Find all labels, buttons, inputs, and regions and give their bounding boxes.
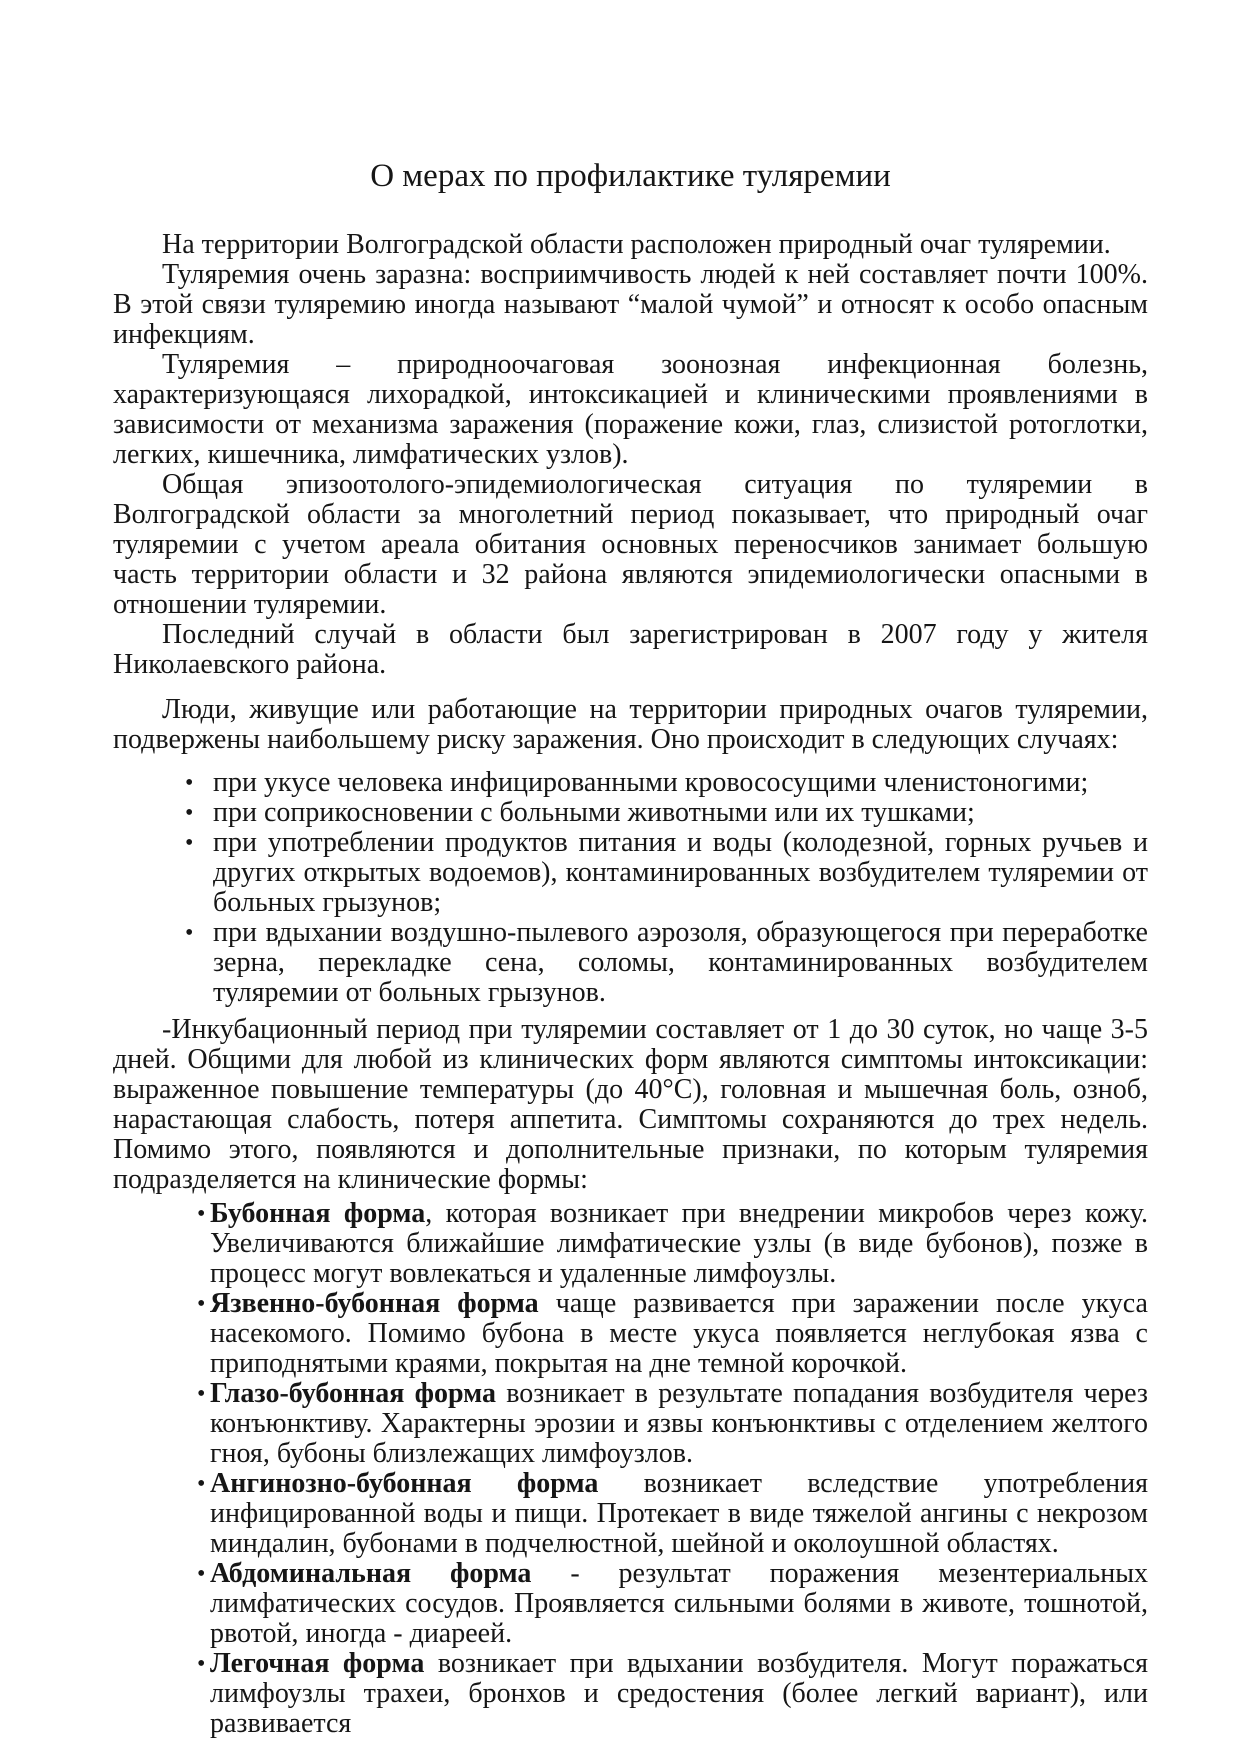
paragraph-definition: Туляремия – природноочаговая зоонозная инфекционная болезнь, характеризующаяся лихорадкой, интоксикацией и клиническими проявлениями в зависимости от механизма заражения (поражение кожи, глаз, слизистой ротоглотки, легких, кишечника, лимфатических узлов). [113, 349, 1148, 470]
paragraph-incubation: -Инкубационный период при туляремии составляет от 1 до 30 суток, но чаще 3-5 дней. Общими для любой из клинических форм являются симптомы интоксикации: выраженное повышение температуры (до 40°С), головная и мышечная боль, озноб, нарастающая слабость, потеря аппетита. Симптомы сохраняются до трех недель. Помимо этого, появляются и дополнительные признаки, по которым туляремия подразделяется на клинические формы: [113, 1014, 1148, 1195]
form-term: Легочная форма [210, 1648, 425, 1679]
list-item [113, 1469, 1148, 1559]
clinical-forms-list [113, 1199, 1148, 1739]
bullet-icon: • [197, 1561, 206, 1587]
form-term: Глазо-бубонная форма [210, 1378, 497, 1409]
form-description: чаще развивается при заражении после укуса насекомого. Помимо бубона в месте укуса появляется неглубокая язва с приподнятыми краями, покрытая на дне темной корочкой. [210, 1288, 1148, 1379]
form-term: Язвенно-бубонная форма [210, 1288, 539, 1319]
list-item-text: при вдыхании воздушно-пылевого аэрозоля, образующегося при переработке зерна, перекладке сена, соломы, контаминированных возбудителем туляремии от больных грызунов. [213, 917, 1148, 1008]
list-item [113, 1649, 1148, 1739]
form-term: Бубонная форма [210, 1198, 426, 1229]
paragraph-contagious: Туляремия очень заразна: восприимчивость людей к ней составляет почти 100%. В этой связи туляремию иногда называют “малой чумой” и относят к особо опасным инфекциям. [113, 259, 1148, 350]
bullet-icon: • [185, 800, 194, 826]
list-item [113, 798, 1148, 828]
list-item [113, 1199, 1148, 1289]
paragraph-last-case: Последний случай в области был зарегистрирован в 2007 году у жителя Николаевского района. [113, 619, 1148, 680]
bullet-icon: • [185, 830, 194, 856]
form-term: Абдоминальная форма [210, 1558, 532, 1589]
list-item [113, 1379, 1148, 1469]
bullet-icon: • [197, 1651, 206, 1677]
bullet-icon: • [197, 1381, 206, 1407]
list-item-text: при укусе человека инфицированными кровососущими членистоногими; [213, 767, 1089, 798]
list-item-text: при соприкосновении с больными животными или их тушками; [213, 797, 975, 828]
form-term: Ангинозно-бубонная форма [210, 1468, 599, 1499]
paragraph-territory: На территории Волгоградской области расположен природный очаг туляремии. [162, 229, 1111, 260]
form-description: возникает вследствие употребления инфицированной воды и пищи. Протекает в виде тяжелой ангины с некрозом миндалин, бубонами в подчелюстной, шейной и околоушной областях. [210, 1468, 1148, 1559]
form-description: - результат поражения мезентериальных лимфатических сосудов. Проявляется сильными болями в животе, тошнотой, рвотой, иногда - диареей. [210, 1558, 1149, 1649]
list-item [113, 768, 1148, 798]
bullet-icon: • [197, 1201, 206, 1227]
paragraph-risk-intro: Люди, живущие или работающие на территории природных очагов туляремии, подвержены наибольшему риску заражения. Оно происходит в следующих случаях: [113, 694, 1148, 755]
list-item-text: при употреблении продуктов питания и воды (колодезной, горных ручьев и других открытых водоемов), контаминированных возбудителем туляремии от больных грызунов; [213, 827, 1148, 918]
bullet-icon: • [185, 770, 194, 796]
bullet-icon: • [185, 920, 194, 946]
list-item [113, 1559, 1148, 1649]
paragraph-epizootic-situation: Общая эпизоотолого-эпидемиологическая ситуация по туляремии в Волгоградской области за многолетний период показывает, что природный очаг туляремии с учетом ареала обитания основных переносчиков занимает большую часть территории области и 32 района являются эпидемиологически опасными в отношении туляремии. [113, 469, 1148, 620]
list-item [113, 828, 1148, 918]
list-item [113, 918, 1148, 1008]
form-description: , которая возникает при внедрении микробов через кожу. Увеличиваются ближайшие лимфатические узлы (в виде бубонов), позже в процесс могут вовлекаться и удаленные лимфоузлы. [210, 1198, 1148, 1289]
form-description: возникает в результате попадания возбудителя через конъюнктиву. Характерны эрозии и язвы конъюнктивы с отделением желтого гноя, бубоны близлежащих лимфоузлов. [210, 1378, 1148, 1469]
risk-cases-list [113, 768, 1148, 1008]
document-title: О мерах по профилактике туляремии [370, 158, 891, 194]
form-description: возникает при вдыхании возбудителя. Могут поражаться лимфоузлы трахеи, бронхов и средостения (более легкий вариант), или развивается [210, 1648, 1148, 1739]
list-item [113, 1289, 1148, 1379]
bullet-icon: • [197, 1291, 206, 1317]
bullet-icon: • [197, 1471, 206, 1497]
